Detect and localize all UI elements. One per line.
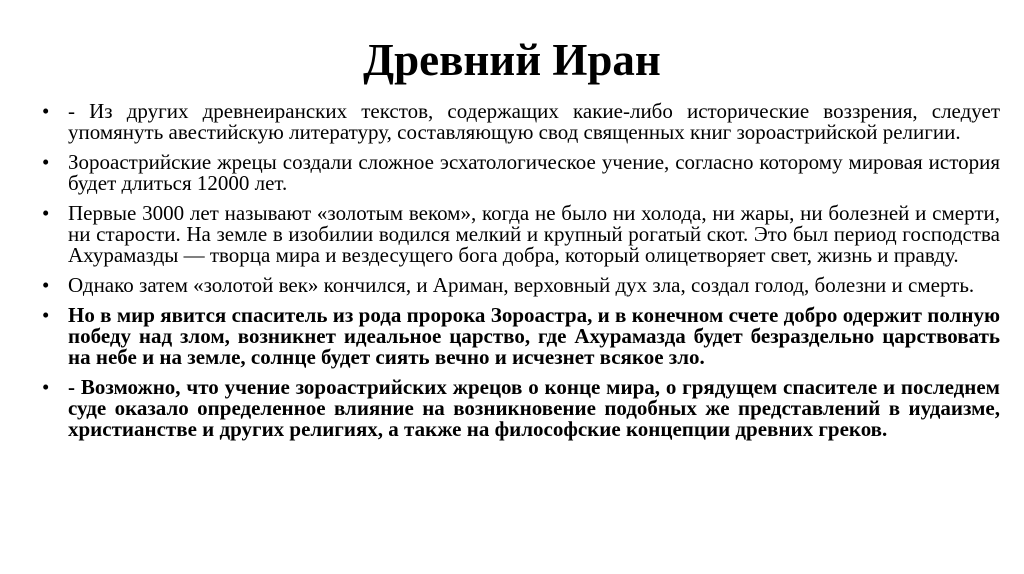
bullet-marker: • bbox=[42, 150, 50, 174]
bullet-item-3 bbox=[42, 203, 1000, 266]
bullet-item-2 bbox=[42, 152, 1000, 194]
bullet-text: - Из других древнеиранских текстов, содержащих какие-либо исторические воззрения, следует упомянуть авестийскую литературу, составляющую свод священных книг зороастрийской религии. bbox=[68, 99, 1000, 144]
bullet-item-1 bbox=[42, 101, 1000, 143]
bullet-text: Однако затем «золотой век» кончился, и Ариман, верховный дух зла, создал голод, болезни и смерть. bbox=[68, 273, 975, 297]
bullet-list bbox=[42, 101, 1000, 449]
bullet-marker: • bbox=[42, 201, 50, 225]
bullet-text: Зороастрийские жрецы создали сложное эсхатологическое учение, согласно которому мировая история будет длиться 12000 лет. bbox=[68, 150, 1000, 195]
bullet-item-6 bbox=[42, 377, 1000, 440]
bullet-marker: • bbox=[42, 303, 50, 327]
bullet-text: Первые 3000 лет называют «золотым веком», когда не было ни холода, ни жары, ни болезней и смерти, ни старости. На земле в изобилии водился мелкий и крупный рогатый скот. Это был период господства Ахурамазды — творца мира и вездесущего бога добра, который олицетворяет свет, жизнь и правду. bbox=[68, 201, 1000, 267]
bullet-item-4 bbox=[42, 275, 1000, 296]
bullet-text: - Возможно, что учение зороастрийских жрецов о конце мира, о грядущем спасителе и последнем суде оказало определенное влияние на возникновение подобных же представлений в иудаизме, христианстве и других религиях, а также на философские концепции древних греков. bbox=[68, 375, 1000, 441]
bullet-marker: • bbox=[42, 375, 50, 399]
bullet-marker: • bbox=[42, 273, 50, 297]
bullet-marker: • bbox=[42, 99, 50, 123]
bullet-item-5 bbox=[42, 305, 1000, 368]
slide-title: Древний Иран bbox=[363, 35, 661, 85]
bullet-text: Но в мир явится спаситель из рода пророка Зороастра, и в конечном счете добро одержит полную победу над злом, возникнет идеальное царство, где Ахурамазда будет безраздельно царствовать на небе и на земле, солнце будет сиять вечно и исчезнет всякое зло. bbox=[68, 303, 1000, 369]
